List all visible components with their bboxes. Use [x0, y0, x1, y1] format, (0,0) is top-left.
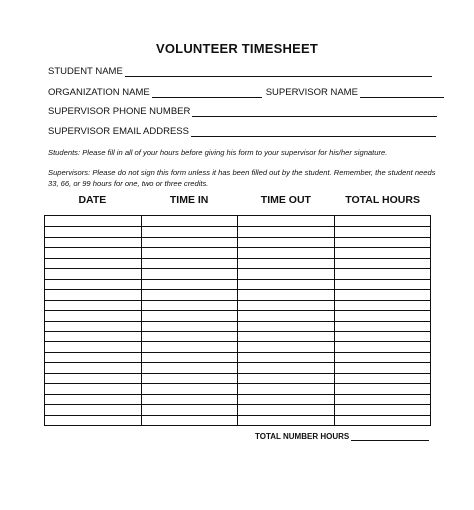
table-row-divider	[335, 300, 431, 301]
supervisor-email-label: SUPERVISOR EMAIL ADDRESS	[48, 126, 189, 137]
table-row-divider	[238, 352, 334, 353]
table-row-divider	[238, 362, 334, 363]
table-row-divider	[238, 247, 334, 248]
header-date: DATE	[78, 194, 107, 206]
table-row-divider	[238, 373, 334, 374]
table-row-divider	[335, 341, 431, 342]
table-row-divider	[238, 279, 334, 280]
table-row-divider	[238, 226, 334, 227]
table-row-divider	[335, 237, 431, 238]
students-note: Students: Please fill in all of your hours before giving his form to your supervisor for his/her signature.	[48, 148, 388, 157]
table-row-divider	[142, 341, 238, 342]
supervisor-name-label: SUPERVISOR NAME	[265, 87, 358, 98]
table-row-divider	[238, 310, 334, 311]
table-row-divider	[238, 404, 334, 405]
student-name-label: STUDENT NAME	[48, 66, 123, 77]
supervisor-phone-label: SUPERVISOR PHONE NUMBER	[48, 106, 191, 117]
total-hours-input-line[interactable]	[351, 432, 429, 441]
table-row-divider	[45, 247, 141, 248]
table-row-divider	[335, 226, 431, 227]
table-row-divider	[335, 310, 431, 311]
table-row-divider	[45, 268, 141, 269]
table-row-divider	[45, 279, 141, 280]
table-row-divider	[45, 331, 141, 332]
table-row-divider	[142, 310, 238, 311]
table-row-divider	[45, 300, 141, 301]
table-row-divider	[45, 362, 141, 363]
date-column	[45, 216, 141, 425]
table-row-divider	[142, 237, 238, 238]
supervisors-note: Supervisors: Please do not sign this form unless it has been filled out by the student. Remember, the student needs 33, 66, or 99 hours for one, two or three credits.	[48, 168, 436, 188]
supervisor-email-input-line[interactable]	[191, 127, 436, 137]
table-row-divider	[335, 331, 431, 332]
table-row-divider	[335, 352, 431, 353]
table-row-divider	[142, 362, 238, 363]
supervisor-name-input-line[interactable]	[360, 88, 444, 98]
table-row-divider	[142, 268, 238, 269]
table-row-divider	[45, 289, 141, 290]
page-title: VOLUNTEER TIMESHEET	[156, 41, 318, 56]
table-row-divider	[142, 321, 238, 322]
header-total-hours: TOTAL HOURS	[345, 194, 420, 206]
table-row-divider	[45, 383, 141, 384]
table-row-divider	[45, 237, 141, 238]
table-row-divider	[142, 331, 238, 332]
supervisor-email-field	[48, 126, 436, 137]
table-row-divider	[335, 415, 431, 416]
table-row-divider	[335, 362, 431, 363]
table-row-divider	[45, 321, 141, 322]
table-row-divider	[335, 258, 431, 259]
table-row-divider	[142, 247, 238, 248]
table-row-divider	[335, 279, 431, 280]
table-row-divider	[238, 289, 334, 290]
table-row-divider	[142, 279, 238, 280]
table-row-divider	[335, 321, 431, 322]
supervisor-phone-input-line[interactable]	[192, 107, 437, 117]
table-row-divider	[335, 373, 431, 374]
table-row-divider	[238, 237, 334, 238]
total-hours-label: TOTAL NUMBER HOURS	[255, 432, 350, 441]
table-row-divider	[238, 300, 334, 301]
header-time-out: TIME OUT	[260, 194, 311, 206]
header-time-in: TIME IN	[169, 194, 209, 206]
table-row-divider	[238, 331, 334, 332]
table-row-divider	[335, 268, 431, 269]
table-row-divider	[335, 404, 431, 405]
table-row-divider	[238, 415, 334, 416]
table-row-divider	[238, 258, 334, 259]
table-row-divider	[238, 383, 334, 384]
table-row-divider	[335, 394, 431, 395]
time-in-column	[141, 216, 238, 425]
table-row-divider	[45, 352, 141, 353]
table-row-divider	[45, 226, 141, 227]
table-row-divider	[142, 383, 238, 384]
table-header-row	[44, 194, 431, 206]
table-row-divider	[142, 352, 238, 353]
total-hours-column	[334, 216, 431, 425]
total-hours-field	[255, 432, 429, 441]
table-row-divider	[45, 341, 141, 342]
table-row-divider	[142, 373, 238, 374]
organization-name-label: ORGANIZATION NAME	[48, 87, 150, 98]
table-row-divider	[142, 226, 238, 227]
supervisor-phone-field	[48, 106, 437, 117]
table-row-divider	[142, 404, 238, 405]
table-row-divider	[45, 404, 141, 405]
table-row-divider	[45, 415, 141, 416]
table-row-divider	[142, 300, 238, 301]
student-name-input-line[interactable]	[125, 67, 432, 77]
table-row-divider	[142, 289, 238, 290]
table-row-divider	[238, 268, 334, 269]
table-row-divider	[45, 310, 141, 311]
table-row-divider	[335, 383, 431, 384]
table-row-divider	[142, 415, 238, 416]
table-row-divider	[45, 394, 141, 395]
table-row-divider	[335, 247, 431, 248]
organization-row	[48, 87, 444, 98]
table-row-divider	[142, 394, 238, 395]
table-row-divider	[238, 321, 334, 322]
table-row-divider	[45, 258, 141, 259]
student-name-field	[48, 66, 432, 77]
table-row-divider	[335, 289, 431, 290]
organization-name-input-line[interactable]	[152, 88, 262, 98]
table-row-divider	[238, 341, 334, 342]
time-out-column	[237, 216, 334, 425]
table-row-divider	[142, 258, 238, 259]
hours-table	[44, 215, 431, 426]
table-row-divider	[238, 394, 334, 395]
table-row-divider	[45, 373, 141, 374]
